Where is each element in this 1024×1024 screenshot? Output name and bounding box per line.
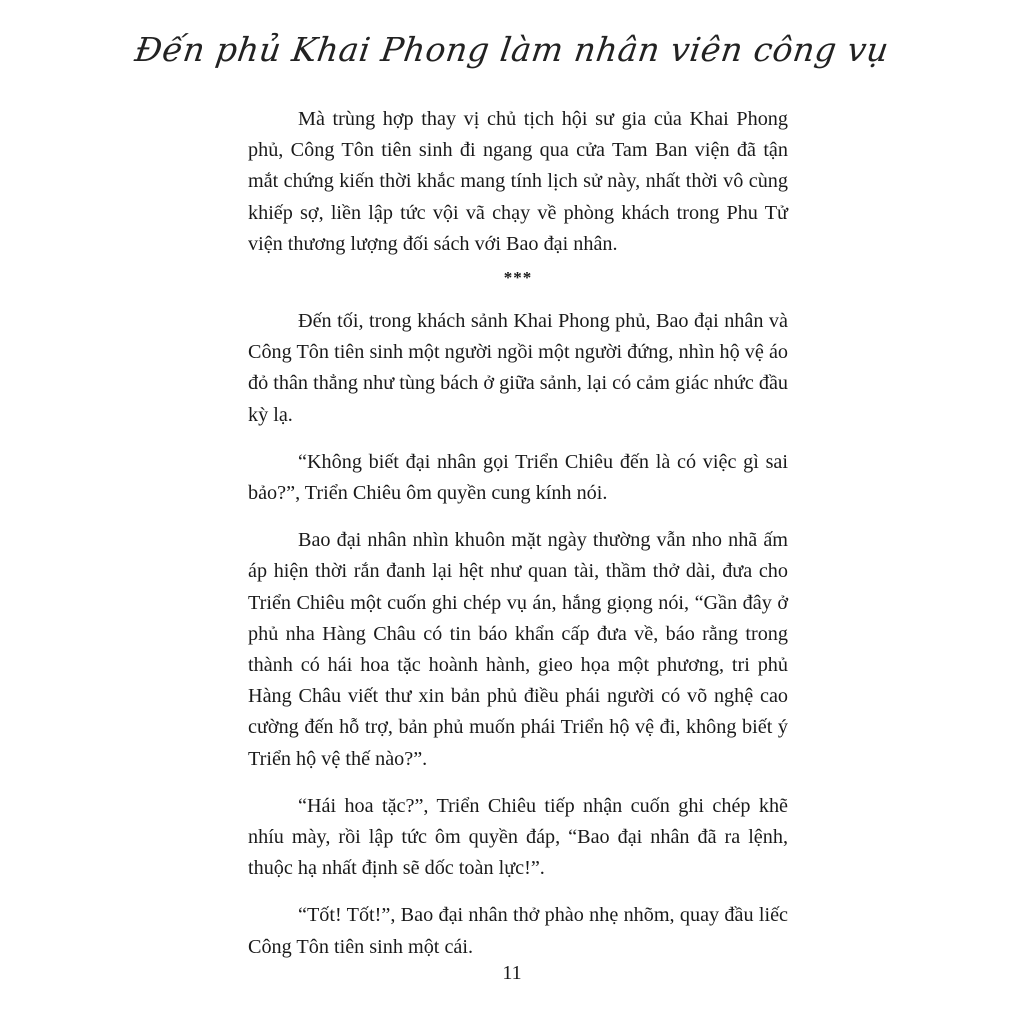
section-divider: *** bbox=[503, 268, 533, 288]
paragraph-3: “Không biết đại nhân gọi Triển Chiêu đến là có việc gì sai bảo?”, Triển Chiêu ôm quyền cung kính nói. bbox=[248, 450, 788, 505]
paragraph-4: Bao đại nhân nhìn khuôn mặt ngày thường vẫn nho nhã ấm áp hiện thời rắn đanh lại hệt như quan tài, thầm thở dài, đưa cho Triển Chiêu một cuốn ghi chép vụ án, hắng giọng nói, “Gần đây ở phủ nha Hàng Châu có tin báo khẩn cấp đưa về, báo rằng trong thành có hái hoa tặc hoành hành, gieo họa một phương, tri phủ Hàng Châu viết thư xin bản phủ điều phái người có võ nghệ cao cường đến hỗ trợ, bản phủ muốn phái Triển hộ vệ đi, không biết ý Triển hộ vệ thế nào?”. bbox=[248, 529, 788, 770]
page-number: 11 bbox=[502, 962, 522, 984]
paragraph-2: Đến tối, trong khách sảnh Khai Phong phủ, Bao đại nhân và Công Tôn tiên sinh một người ngồi một người đứng, nhìn hộ vệ áo đỏ thân thẳng như tùng bách ở giữa sảnh, lại có cảm giác nhức đầu kỳ lạ. bbox=[248, 310, 788, 426]
paragraph-6: “Tốt! Tốt!”, Bao đại nhân thở phào nhẹ nhõm, quay đầu liếc Công Tôn tiên sinh một cái. bbox=[248, 904, 788, 958]
chapter-header: Đến phủ Khai Phong làm nhân viên công vụ bbox=[132, 30, 892, 69]
paragraph-1: Mà trùng hợp thay vị chủ tịch hội sư gia của Khai Phong phủ, Công Tôn tiên sinh đi ngang qua cửa Tam Ban viện đã tận mắt chứng kiến thời khắc mang tính lịch sử này, nhất thời vô cùng khiếp sợ, liền lập tức vội vã chạy về phòng khách trong Phu Tử viện thương lượng đối sách với Bao đại nhân. bbox=[248, 108, 788, 255]
paragraph-5: “Hái hoa tặc?”, Triển Chiêu tiếp nhận cuốn ghi chép khẽ nhíu mày, rồi lập tức ôm quyền đáp, “Bao đại nhân đã ra lệnh, thuộc hạ nhất định sẽ dốc toàn lực!”. bbox=[248, 794, 788, 880]
page-body bbox=[248, 104, 788, 979]
